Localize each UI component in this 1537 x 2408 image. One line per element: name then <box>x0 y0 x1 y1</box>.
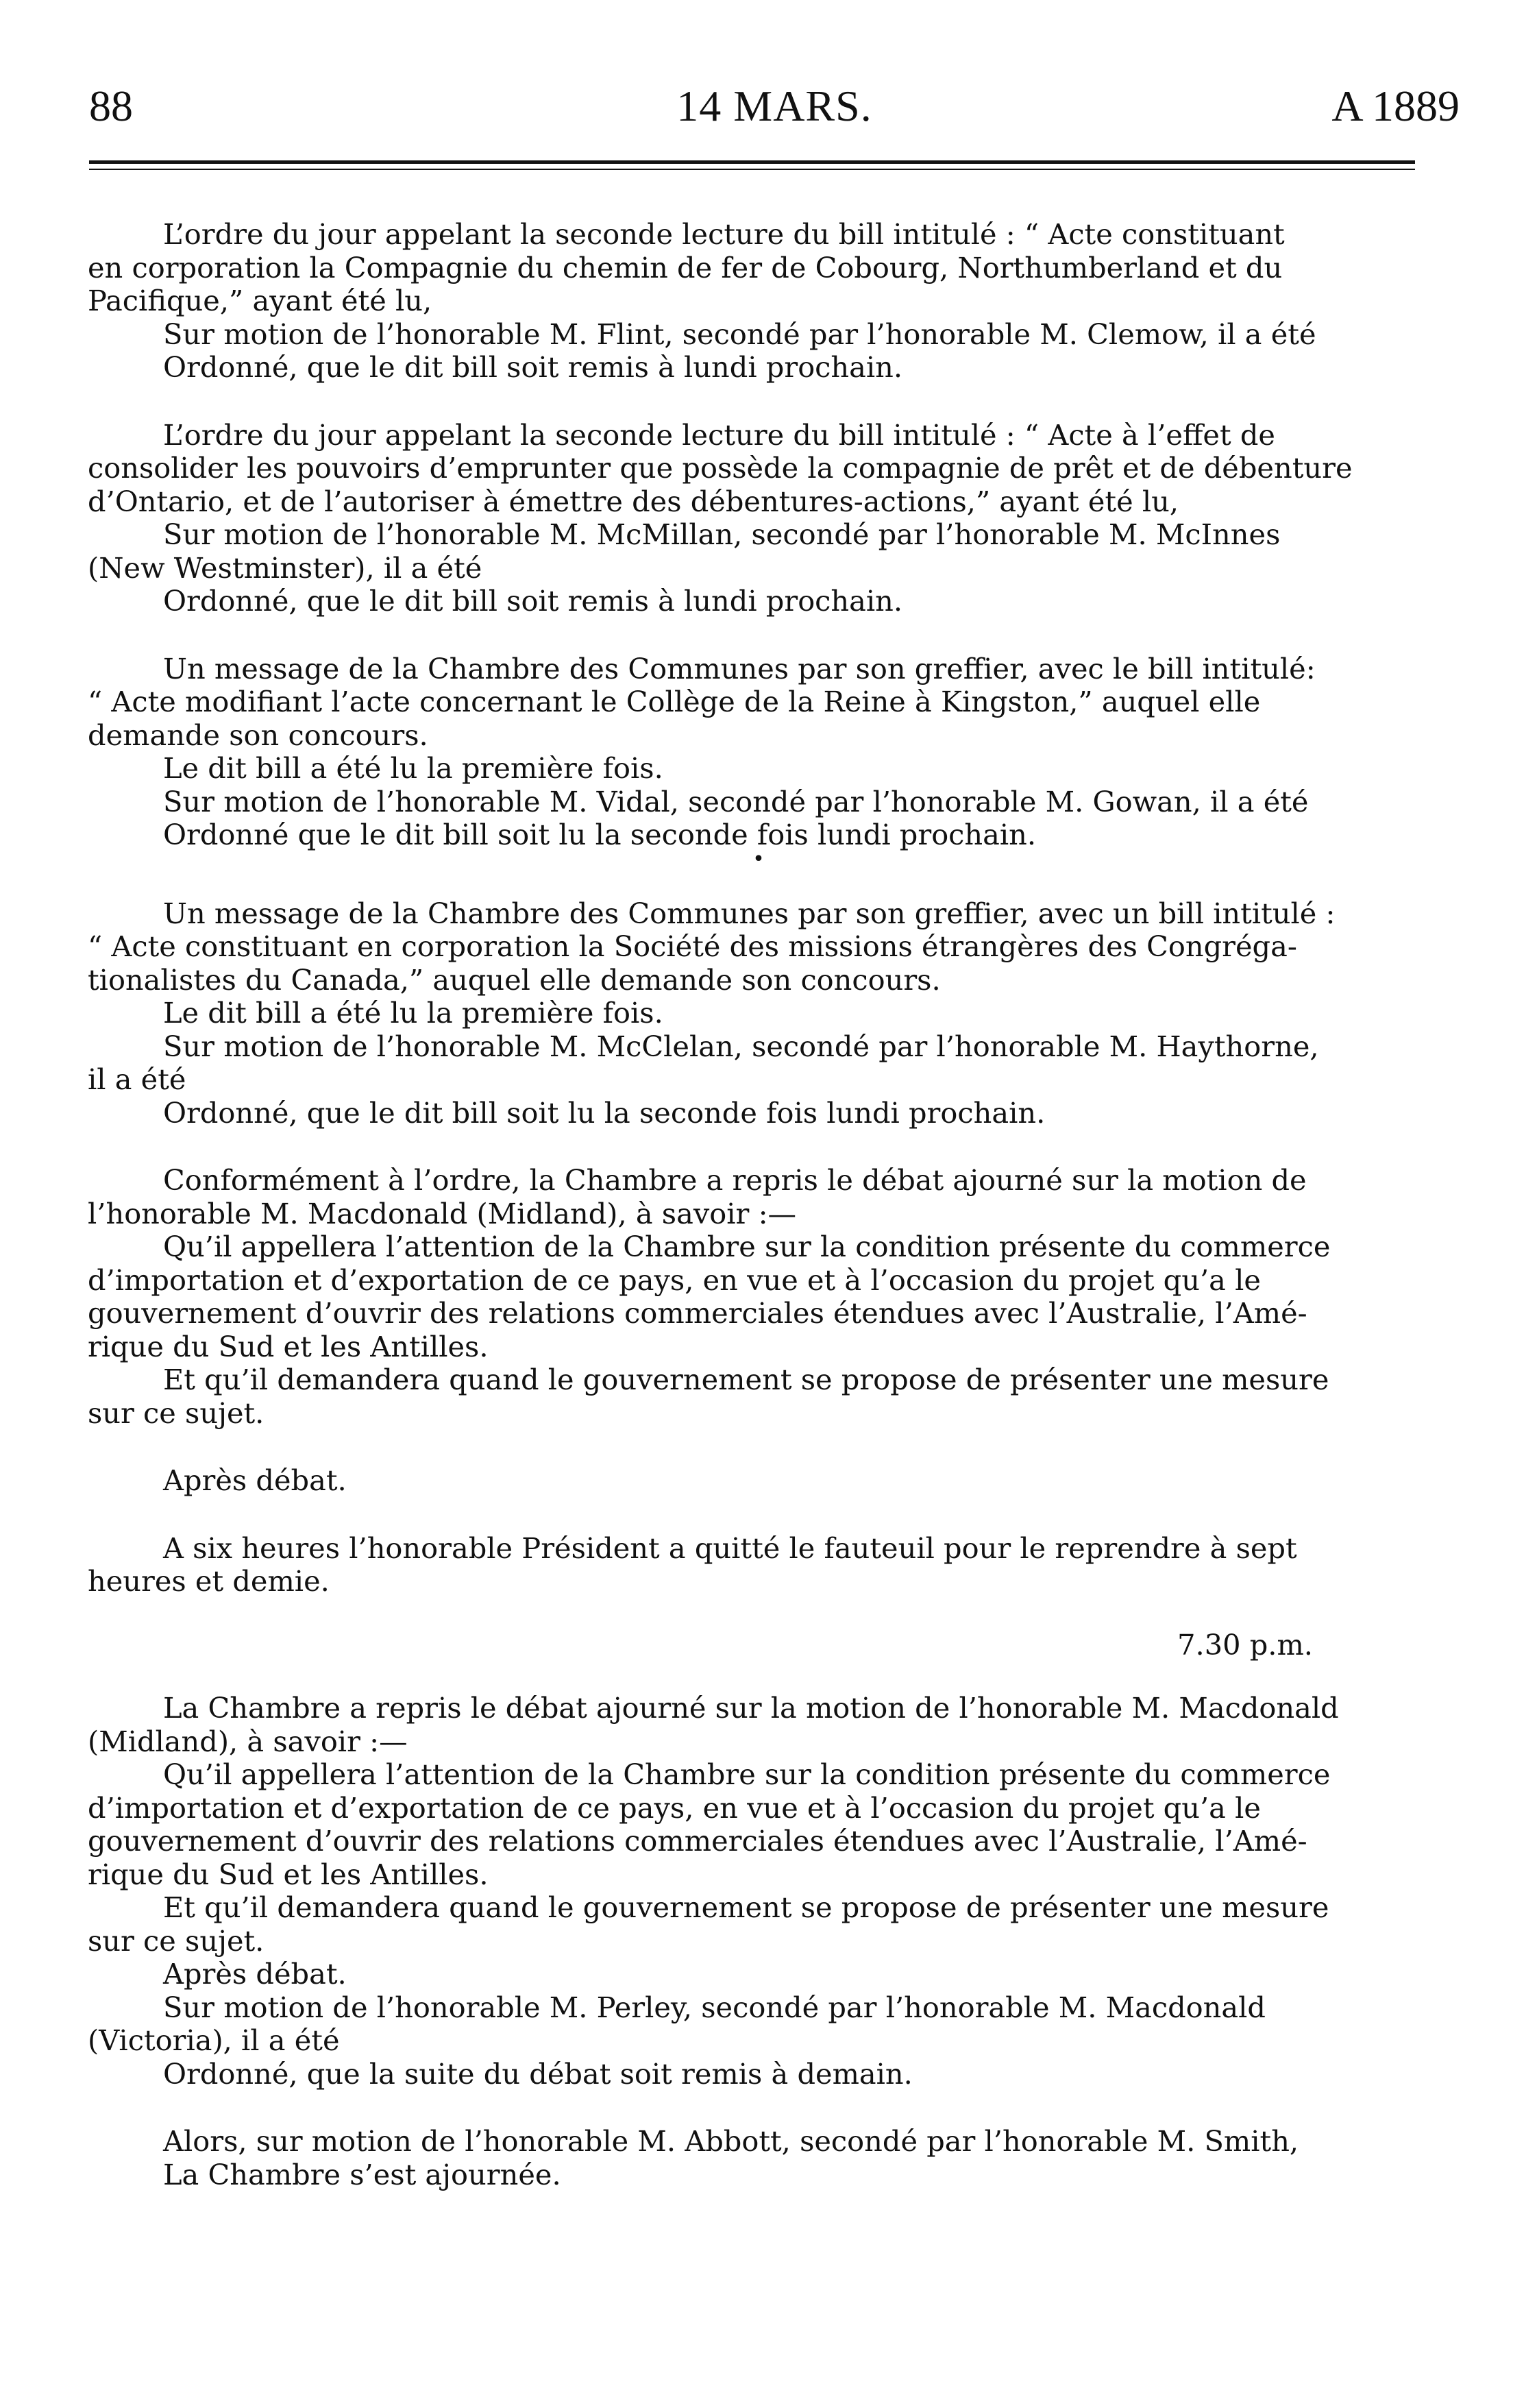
text-line: (New Westminster), il a été <box>88 550 482 585</box>
text-line: demande son concours. <box>88 718 428 752</box>
text-line: l’honorable M. Macdonald (Midland), à savoir :— <box>88 1196 797 1230</box>
text-line: Ordonné, que la suite du débat soit remis à demain. <box>163 2056 913 2091</box>
text-line: Sur motion de l’honorable M. McClelan, secondé par l’honorable M. Haythorne, <box>163 1029 1319 1063</box>
paragraph-apres-debat <box>88 1464 1457 1498</box>
paragraph-missions-message <box>88 897 1457 1130</box>
stray-dot: • <box>752 847 765 871</box>
text-line: Ordonné que le dit bill soit lu la seconde fois lundi prochain. <box>163 818 1037 851</box>
text-line: gouvernement d’ouvrir des relations commerciales étendues avec l’Australie, l’Amé- <box>88 1296 1307 1330</box>
text-line: Sur motion de l’honorable M. McMillan, secondé par l’honorable M. McInnes <box>163 518 1281 551</box>
text-line: d’importation et d’exportation de ce pays, en vue et à l’occasion du projet qu’a le <box>88 1263 1261 1297</box>
text-line: La Chambre a repris le débat ajourné sur la motion de l’honorable M. Macdonald <box>163 1691 1339 1725</box>
page-number: 88 <box>89 82 133 130</box>
text-line: Un message de la Chambre des Communes par son greffier, avec un bill intitulé : <box>163 896 1336 930</box>
text-line: Alors, sur motion de l’honorable M. Abbott, secondé par l’honorable M. Smith, <box>163 2124 1299 2158</box>
text-line: Ordonné, que le dit bill soit lu la seconde fois lundi prochain. <box>163 1095 1046 1130</box>
text-line: Et qu’il demandera quand le gouvernement se propose de présenter une mesure <box>163 1890 1329 1924</box>
paragraph-debat-repris <box>88 1692 1457 2091</box>
page-date: 14 MARS. <box>676 82 872 130</box>
text-line: Après débat. <box>163 1463 347 1497</box>
text-line: Qu’il appellera l’attention de la Chambre sur la condition présente du commerce <box>163 1230 1331 1263</box>
text-line: rique du Sud et les Antilles. <box>88 1329 489 1363</box>
text-line: Ordonné, que le dit bill soit remis à lundi prochain. <box>163 350 903 384</box>
text-line: d’importation et d’exportation de ce pays, en vue et à l’occasion du projet qu’a le <box>88 1790 1261 1825</box>
text-line: La Chambre s’est ajournée. <box>163 2157 561 2191</box>
text-line: Qu’il appellera l’attention de la Chambre sur la condition présente du commerce <box>163 1758 1331 1791</box>
text-line: sur ce sujet. <box>88 1396 265 1430</box>
text-line: Et qu’il demandera quand le gouvernement se propose de présenter une mesure <box>163 1363 1329 1396</box>
text-line: heures et demie. <box>88 1564 330 1598</box>
text-line: en corporation la Compagnie du chemin de fer de Cobourg, Northumberland et du <box>88 250 1283 284</box>
paragraph-macdonald-motion <box>88 1164 1457 1430</box>
text-line: “ Acte modifiant l’acte concernant le Collège de la Reine à Kingston,” auquel elle <box>88 685 1261 718</box>
text-line: rique du Sud et les Antilles. <box>88 1857 489 1891</box>
paragraph-ajournement <box>88 2125 1457 2191</box>
text-line: sur ce sujet. <box>88 1923 265 1958</box>
text-line: Le dit bill a été lu la première fois. <box>163 751 663 785</box>
header-rule-thick <box>89 160 1415 164</box>
page-body <box>88 218 1457 2191</box>
paragraph-debenture-bill <box>88 419 1457 618</box>
paragraph-cobourg-bill <box>88 218 1457 385</box>
text-line: d’Ontario, et de l’autoriser à émettre des débentures-actions,” ayant été lu, <box>88 484 1179 518</box>
time-marker: 7.30 p.m. <box>1177 1627 1313 1662</box>
text-line: Un message de la Chambre des Communes par son greffier, avec le bill intitulé: <box>163 651 1316 685</box>
text-line: gouvernement d’ouvrir des relations commerciales étendues avec l’Australie, l’Amé- <box>88 1824 1307 1858</box>
text-line: “ Acte constituant en corporation la Société des missions étrangères des Congréga- <box>88 929 1297 963</box>
text-line: Sur motion de l’honorable M. Perley, secondé par l’honorable M. Macdonald <box>163 1990 1266 2024</box>
page-year: A 1889 <box>1331 82 1460 130</box>
text-line: Pacifique,” ayant été lu, <box>88 284 432 317</box>
text-line: (Victoria), il a été <box>88 2023 340 2057</box>
text-line: L’ordre du jour appelant la seconde lecture du bill intitulé : “ Acte constituant <box>163 217 1285 251</box>
text-line: consolider les pouvoirs d’emprunter que possède la compagnie de prêt et de débenture <box>88 451 1353 485</box>
header-rule-thin <box>89 169 1415 170</box>
paragraph-kingston-message <box>88 653 1457 852</box>
page-header <box>89 82 1460 130</box>
text-line: Conformément à l’ordre, la Chambre a repris le débat ajourné sur la motion de <box>163 1163 1307 1197</box>
paragraph-six-heures <box>88 1532 1457 1598</box>
text-line: tionalistes du Canada,” auquel elle demande son concours. <box>88 962 941 997</box>
text-line: L’ordre du jour appelant la seconde lecture du bill intitulé : “ Acte à l’effet de <box>163 417 1275 452</box>
text-line: Après débat. <box>163 1957 347 1991</box>
text-line: A six heures l’honorable Président a quitté le fauteuil pour le reprendre à sept <box>163 1531 1297 1565</box>
text-line: (Midland), à savoir :— <box>88 1724 408 1758</box>
text-line: Ordonné, que le dit bill soit remis à lundi prochain. <box>163 584 903 618</box>
text-line: Le dit bill a été lu la première fois. <box>163 996 663 1030</box>
text-line: il a été <box>88 1062 186 1096</box>
text-line: Sur motion de l’honorable M. Vidal, secondé par l’honorable M. Gowan, il a été <box>163 784 1309 818</box>
text-line: Sur motion de l’honorable M. Flint, secondé par l’honorable M. Clemow, il a été <box>163 317 1316 351</box>
